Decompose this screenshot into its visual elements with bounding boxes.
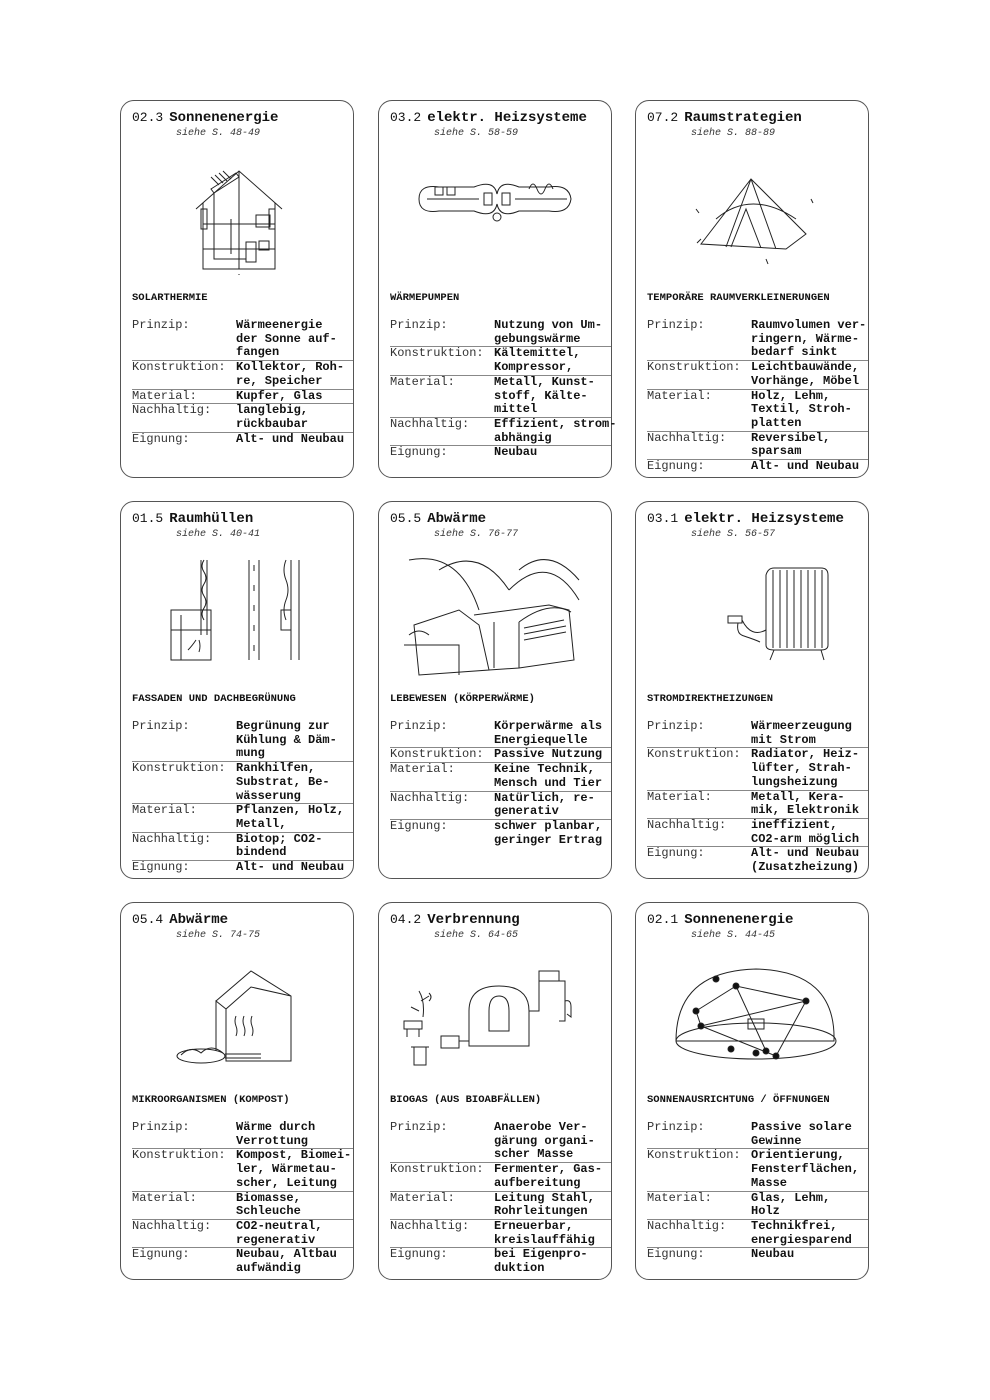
table-row bbox=[647, 319, 868, 360]
page-reference: siehe S. 58-59 bbox=[434, 128, 519, 139]
row-value: Kompost, Biomei- ler, Wärmetau- scher, Leitung bbox=[236, 1148, 352, 1190]
row-value: schwer planbar, geringer Ertrag bbox=[494, 818, 603, 847]
card-title bbox=[132, 912, 228, 928]
card-title bbox=[390, 912, 520, 928]
table-row bbox=[390, 819, 611, 847]
biogas-plant-drawing bbox=[399, 951, 593, 1077]
row-value: Fermenter, Gas- aufbereitung bbox=[494, 1162, 603, 1190]
row-value: Passive solare Gewinne bbox=[751, 1120, 852, 1148]
tent-drawing bbox=[656, 149, 850, 275]
row-value: Technikfrei, energiesparend bbox=[751, 1218, 852, 1247]
row-value: Begrünung zur Kühlung & Däm- mung bbox=[236, 719, 337, 761]
row-label: Konstruktion: bbox=[647, 1148, 741, 1163]
row-label: Nachhaltig: bbox=[647, 817, 727, 832]
table-row bbox=[647, 360, 868, 388]
row-label: Eignung: bbox=[647, 1247, 705, 1262]
table-row bbox=[132, 1148, 353, 1190]
card-number: 03.1 bbox=[647, 511, 679, 526]
row-value: Passive Nutzung bbox=[494, 747, 603, 762]
table-row bbox=[132, 720, 353, 761]
row-label: Nachhaltig: bbox=[132, 1218, 212, 1233]
row-label: Nachhaltig: bbox=[390, 1218, 470, 1233]
row-value: Biomasse, Schleuche bbox=[236, 1190, 301, 1219]
row-value: Kupfer, Glas bbox=[236, 388, 323, 403]
page-reference: siehe S. 56-57 bbox=[691, 529, 776, 540]
row-label: Eignung: bbox=[390, 818, 448, 833]
card-category: elektr. Heizsysteme bbox=[684, 511, 844, 527]
property-table bbox=[647, 1121, 868, 1262]
row-label: Konstruktion: bbox=[132, 1148, 226, 1163]
card-heading: FASSADEN UND DACHBEGRÜNUNG bbox=[132, 693, 296, 705]
row-value: Wärmeerzeugung mit Strom bbox=[751, 719, 852, 747]
row-value: Alt- und Neubau (Zusatzheizung) bbox=[751, 846, 860, 875]
info-card bbox=[378, 100, 617, 478]
row-label: Prinzip: bbox=[132, 1120, 190, 1134]
card-category: Raumstrategien bbox=[684, 110, 802, 126]
table-row bbox=[132, 1219, 353, 1247]
card-heading: BIOGAS (AUS BIOABFÄLLEN) bbox=[390, 1094, 542, 1106]
info-card bbox=[120, 501, 354, 879]
card-heading: SONNENAUSRICHTUNG / ÖFFNUNGEN bbox=[647, 1094, 830, 1106]
row-label: Konstruktion: bbox=[647, 747, 741, 762]
table-row bbox=[132, 1121, 353, 1148]
table-row bbox=[647, 1247, 868, 1262]
table-row bbox=[390, 1247, 611, 1275]
table-row bbox=[647, 846, 868, 874]
card-number: 03.2 bbox=[390, 110, 422, 125]
row-value: Glas, Lehm, Holz bbox=[751, 1190, 831, 1219]
row-value: Wärme durch Verrottung bbox=[236, 1120, 316, 1148]
page-reference: siehe S. 40-41 bbox=[176, 529, 261, 540]
table-row bbox=[132, 1247, 353, 1275]
row-label: Nachhaltig: bbox=[132, 403, 212, 418]
green-facade-sections-drawing bbox=[141, 550, 335, 676]
row-label: Eignung: bbox=[647, 459, 705, 474]
row-label: Prinzip: bbox=[390, 318, 448, 332]
info-card bbox=[120, 902, 354, 1280]
property-table bbox=[390, 318, 617, 460]
card-number: 02.3 bbox=[132, 110, 164, 125]
card-heading: MIKROORGANISMEN (KOMPOST) bbox=[132, 1094, 290, 1106]
property-table bbox=[132, 319, 353, 446]
row-value: Metall, Kunst- stoff, Kälte- mittel bbox=[494, 374, 595, 417]
table-row bbox=[132, 832, 353, 860]
info-card bbox=[378, 501, 612, 879]
table-row bbox=[390, 1162, 611, 1190]
table-row bbox=[647, 747, 868, 789]
table-row bbox=[390, 319, 611, 346]
table-row bbox=[390, 1219, 611, 1247]
row-value: Natürlich, re- generativ bbox=[494, 790, 595, 819]
row-label: Prinzip: bbox=[132, 318, 190, 332]
table-row bbox=[647, 790, 868, 818]
table-row bbox=[647, 818, 868, 846]
row-label: Konstruktion: bbox=[390, 346, 484, 361]
table-row bbox=[132, 403, 353, 431]
card-category: Sonnenenergie bbox=[684, 912, 794, 928]
info-card bbox=[635, 100, 869, 478]
info-card bbox=[378, 902, 612, 1280]
row-label: Prinzip: bbox=[647, 318, 705, 332]
page-reference: siehe S. 76-77 bbox=[434, 529, 519, 540]
row-value: Leitung Stahl, Rohrleitungen bbox=[494, 1190, 595, 1219]
row-value: Keine Technik, Mensch und Tier bbox=[494, 762, 603, 790]
table-row bbox=[647, 720, 868, 747]
row-label: Nachhaltig: bbox=[390, 416, 470, 431]
row-value: Kollektor, Roh- re, Speicher bbox=[236, 360, 345, 388]
row-value: Radiator, Heiz- lüfter, Strah- lungsheizung bbox=[751, 747, 860, 789]
table-row bbox=[647, 1148, 868, 1190]
card-heading: STROMDIREKTHEIZUNGEN bbox=[647, 693, 774, 705]
card-title bbox=[132, 110, 278, 126]
table-row bbox=[647, 389, 868, 431]
property-table bbox=[132, 720, 353, 875]
row-value: CO2-neutral, regenerativ bbox=[236, 1218, 323, 1247]
table-row bbox=[647, 431, 868, 459]
row-value: Pflanzen, Holz, Metall, bbox=[236, 803, 345, 831]
table-row bbox=[390, 416, 617, 445]
table-row bbox=[390, 346, 611, 374]
row-label: Material: bbox=[390, 762, 455, 777]
row-value: Reversibel, sparsam bbox=[751, 430, 831, 459]
row-value: Alt- und Neubau bbox=[236, 431, 345, 446]
row-value: Nutzung von Um- gebungswärme bbox=[494, 318, 603, 346]
row-label: Material: bbox=[390, 1190, 455, 1205]
table-row bbox=[647, 1191, 868, 1219]
row-label: Konstruktion: bbox=[132, 761, 226, 776]
sun-path-dome-drawing bbox=[656, 951, 850, 1077]
property-table bbox=[647, 720, 868, 875]
row-label: Prinzip: bbox=[390, 1120, 448, 1134]
row-value: Erneuerbar, kreislauffähig bbox=[494, 1218, 595, 1247]
table-row bbox=[390, 747, 611, 762]
property-table bbox=[647, 319, 868, 474]
row-value: Orientierung, Fensterflächen, Masse bbox=[751, 1148, 860, 1190]
row-value: Wärmeenergie der Sonne auf- fangen bbox=[236, 318, 337, 360]
table-row bbox=[647, 1219, 868, 1247]
row-label: Eignung: bbox=[132, 1247, 190, 1262]
card-heading: WÄRMEPUMPEN bbox=[390, 292, 460, 304]
row-label: Konstruktion: bbox=[390, 1162, 484, 1177]
card-category: Sonnenenergie bbox=[169, 110, 279, 126]
card-category: Abwärme bbox=[427, 511, 487, 527]
row-label: Prinzip: bbox=[647, 1120, 705, 1134]
vaulted-stable-drawing bbox=[399, 550, 593, 676]
table-row bbox=[390, 1121, 611, 1162]
row-value: Holz, Lehm, Textil, Stroh- platten bbox=[751, 388, 852, 430]
page-reference: siehe S. 44-45 bbox=[691, 930, 776, 941]
row-label: Material: bbox=[132, 1190, 197, 1205]
row-label: Eignung: bbox=[132, 431, 190, 446]
compost-house-drawing bbox=[141, 951, 335, 1077]
card-number: 07.2 bbox=[647, 110, 679, 125]
card-number: 05.4 bbox=[132, 912, 164, 927]
table-row bbox=[390, 720, 611, 747]
row-value: Metall, Kera- mik, Elektronik bbox=[751, 789, 860, 818]
table-row bbox=[647, 1121, 868, 1148]
row-label: Prinzip: bbox=[132, 719, 190, 733]
info-card bbox=[120, 100, 354, 478]
card-title bbox=[647, 511, 844, 527]
card-category: Abwärme bbox=[169, 912, 229, 928]
table-row bbox=[390, 791, 611, 819]
card-title bbox=[647, 912, 793, 928]
card-category: Raumhüllen bbox=[169, 511, 254, 527]
table-row bbox=[390, 1191, 611, 1219]
property-table bbox=[132, 1121, 353, 1276]
card-heading: TEMPORÄRE RAUMVERKLEINERUNGEN bbox=[647, 292, 830, 304]
info-card bbox=[635, 501, 869, 879]
card-title bbox=[647, 110, 802, 126]
table-row bbox=[132, 860, 353, 875]
table-row bbox=[132, 761, 353, 803]
table-row bbox=[132, 1191, 353, 1219]
row-value: Körperwärme als Energiequelle bbox=[494, 719, 603, 747]
row-label: Konstruktion: bbox=[647, 360, 741, 375]
row-value: Biotop; CO2- bindend bbox=[236, 831, 323, 860]
row-label: Prinzip: bbox=[647, 719, 705, 733]
card-number: 04.2 bbox=[390, 912, 422, 927]
page-reference: siehe S. 64-65 bbox=[434, 930, 519, 941]
card-category: elektr. Heizsysteme bbox=[427, 110, 587, 126]
row-label: Prinzip: bbox=[390, 719, 448, 733]
card-title bbox=[390, 110, 587, 126]
table-row bbox=[647, 459, 868, 474]
property-table bbox=[390, 720, 611, 847]
house-solar-thermal-drawing bbox=[141, 149, 335, 275]
card-title bbox=[132, 511, 253, 527]
card-heading: LEBEWESEN (KÖRPERWÄRME) bbox=[390, 693, 535, 705]
row-value: Anaerobe Ver- gärung organi- scher Masse bbox=[494, 1120, 595, 1162]
table-row bbox=[390, 445, 611, 460]
row-label: Eignung: bbox=[390, 445, 448, 460]
card-number: 02.1 bbox=[647, 912, 679, 927]
heat-pump-diagram-drawing bbox=[399, 149, 593, 275]
table-row bbox=[132, 432, 353, 447]
row-label: Nachhaltig: bbox=[390, 790, 470, 805]
page-reference: siehe S. 48-49 bbox=[176, 128, 261, 139]
table-row bbox=[132, 360, 353, 388]
card-number: 05.5 bbox=[390, 511, 422, 526]
row-value: Neubau, Altbau aufwändig bbox=[236, 1247, 337, 1276]
card-title bbox=[390, 511, 486, 527]
row-label: Material: bbox=[132, 388, 197, 403]
oil-radiator-drawing bbox=[656, 550, 850, 676]
row-label: Nachhaltig: bbox=[132, 831, 212, 846]
page-reference: siehe S. 74-75 bbox=[176, 930, 261, 941]
row-label: Material: bbox=[647, 789, 712, 804]
row-value: Alt- und Neubau bbox=[236, 860, 345, 875]
info-card bbox=[635, 902, 869, 1280]
row-value: Rankhilfen, Substrat, Be- wässerung bbox=[236, 761, 330, 803]
row-label: Konstruktion: bbox=[390, 747, 484, 762]
row-value: Neubau bbox=[751, 1247, 795, 1262]
row-label: Konstruktion: bbox=[132, 360, 226, 375]
row-value: Neubau bbox=[494, 445, 538, 460]
row-label: Eignung: bbox=[647, 846, 705, 861]
table-row bbox=[132, 389, 353, 404]
row-label: Nachhaltig: bbox=[647, 1218, 727, 1233]
row-label: Material: bbox=[647, 388, 712, 403]
card-heading: SOLARTHERMIE bbox=[132, 292, 208, 304]
property-table bbox=[390, 1121, 611, 1276]
row-label: Material: bbox=[390, 374, 455, 389]
row-label: Eignung: bbox=[390, 1247, 448, 1262]
row-value: langlebig, rückbaubar bbox=[236, 403, 309, 431]
row-value: ineffizient, CO2-arm möglich bbox=[751, 817, 860, 846]
row-value: Alt- und Neubau bbox=[751, 459, 860, 474]
table-row bbox=[390, 375, 611, 417]
row-label: Material: bbox=[647, 1190, 712, 1205]
table-row bbox=[132, 319, 353, 360]
row-value: Raumvolumen ver- ringern, Wärme- bedarf sinkt bbox=[751, 318, 867, 360]
row-label: Material: bbox=[132, 803, 197, 818]
row-label: Nachhaltig: bbox=[647, 430, 727, 445]
row-value: Effizient, strom- abhängig bbox=[494, 416, 617, 445]
row-value: Leichtbauwände, Vorhänge, Möbel bbox=[751, 360, 860, 388]
card-number: 01.5 bbox=[132, 511, 164, 526]
row-value: Kältemittel, Kompressor, bbox=[494, 346, 581, 375]
card-category: Verbrennung bbox=[427, 912, 520, 928]
table-row bbox=[390, 762, 611, 790]
table-row bbox=[132, 803, 353, 831]
page-reference: siehe S. 88-89 bbox=[691, 128, 776, 139]
row-label: Eignung: bbox=[132, 860, 190, 875]
row-value: bei Eigenpro- duktion bbox=[494, 1247, 588, 1276]
